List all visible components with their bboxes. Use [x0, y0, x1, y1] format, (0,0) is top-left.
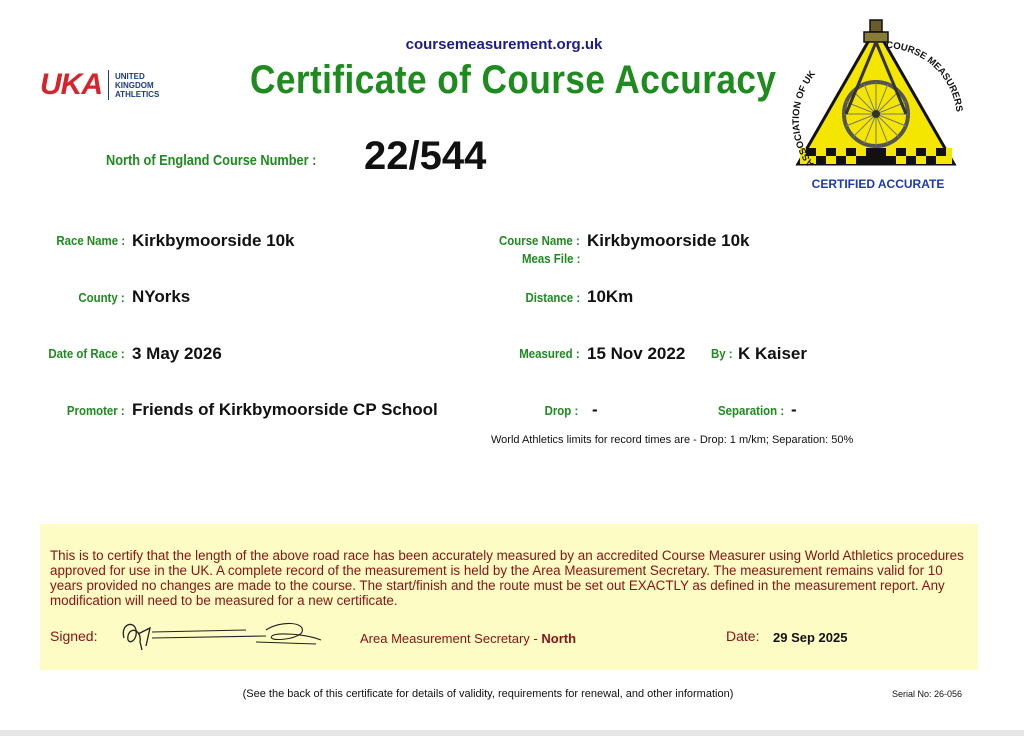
course-number: 22/544 — [364, 134, 487, 178]
date-label: Date: — [726, 628, 760, 644]
measured-label: Measured : — [519, 346, 580, 361]
certification-statement: This is to certify that the length of the above road race has been accurately measured by an accredited Course Measurer using World Athletics procedures approved for use in the UK. A complete record of the measurement is held by the Area Measurement Secretary. The measurement remains valid for 10 years provided no changes are made to the course. The start/finish and the route must be set out EXACTLY as defined in the measurement report. Any modification will need to be measured for a new certificate. — [50, 548, 964, 608]
page-bottom-edge — [0, 730, 1024, 736]
limits-note: World Athletics limits for record times are - Drop: 1 m/km; Separation: 50% — [491, 434, 854, 446]
signed-label: Signed: — [50, 628, 98, 644]
distance-value: 10Km — [587, 287, 634, 306]
date-of-race-value: 3 May 2026 — [132, 344, 222, 363]
seal-checkered-band — [800, 148, 952, 164]
seal-instrument-top — [870, 20, 882, 32]
area-secretary — [360, 631, 576, 646]
promoter-label: Promoter : — [67, 403, 125, 418]
seal-text-left: ASSOCIATION OF UK — [790, 68, 818, 169]
drop-value: - — [592, 400, 598, 419]
certified-accurate-seal — [786, 14, 966, 194]
distance-label: Distance : — [525, 290, 580, 305]
county-label: County : — [78, 290, 125, 305]
county-value: NYorks — [132, 287, 191, 306]
promoter-value: Friends of Kirkbymoorside CP School — [132, 400, 438, 419]
certificate-title: Certificate of Course Accuracy — [250, 58, 777, 102]
area-secretary-label: Area Measurement Secretary - — [360, 631, 542, 646]
course-number-label: North of England Course Number : — [106, 152, 317, 169]
separation-label: Separation : — [717, 403, 784, 418]
uka-logo-sub-line: KINGDOM — [115, 80, 154, 90]
footer-note: (See the back of this certificate for details of validity, requirements for renewal, and other information) — [242, 688, 734, 700]
date-of-race-label: Date of Race : — [48, 346, 125, 361]
race-name-value: Kirkbymoorside 10k — [132, 231, 295, 250]
race-name-label: Race Name : — [56, 233, 125, 248]
uka-logo-divider — [108, 70, 109, 100]
separation-value: - — [791, 400, 797, 419]
seal-caption: CERTIFIED ACCURATE — [811, 177, 945, 191]
measured-by-label: By : — [711, 346, 733, 361]
uka-logo — [40, 68, 159, 102]
course-name-value: Kirkbymoorside 10k — [587, 231, 750, 250]
drop-label: Drop : — [544, 403, 578, 418]
meas-file-label: Meas File : — [521, 251, 580, 266]
measured-by-value: K Kaiser — [738, 344, 807, 363]
uka-logo-sub-line: UNITED — [115, 71, 145, 81]
area-secretary-region: North — [541, 631, 577, 646]
seal-text-right: COURSE MEASURERS — [885, 39, 965, 113]
measured-value: 15 Nov 2022 — [587, 344, 686, 363]
certification-statement-box — [40, 524, 978, 670]
uka-logo-sub-line: ATHLETICS — [115, 89, 160, 99]
website-url: coursemeasurement.org.uk — [405, 36, 603, 53]
serial-number: Serial No: 26-056 — [892, 689, 963, 699]
signature-image — [116, 616, 326, 656]
date-value: 29 Sep 2025 — [773, 630, 848, 645]
uka-logo-sub — [115, 72, 159, 99]
course-name-label: Course Name : — [499, 233, 580, 248]
uka-logo-text: UKA — [40, 68, 102, 101]
